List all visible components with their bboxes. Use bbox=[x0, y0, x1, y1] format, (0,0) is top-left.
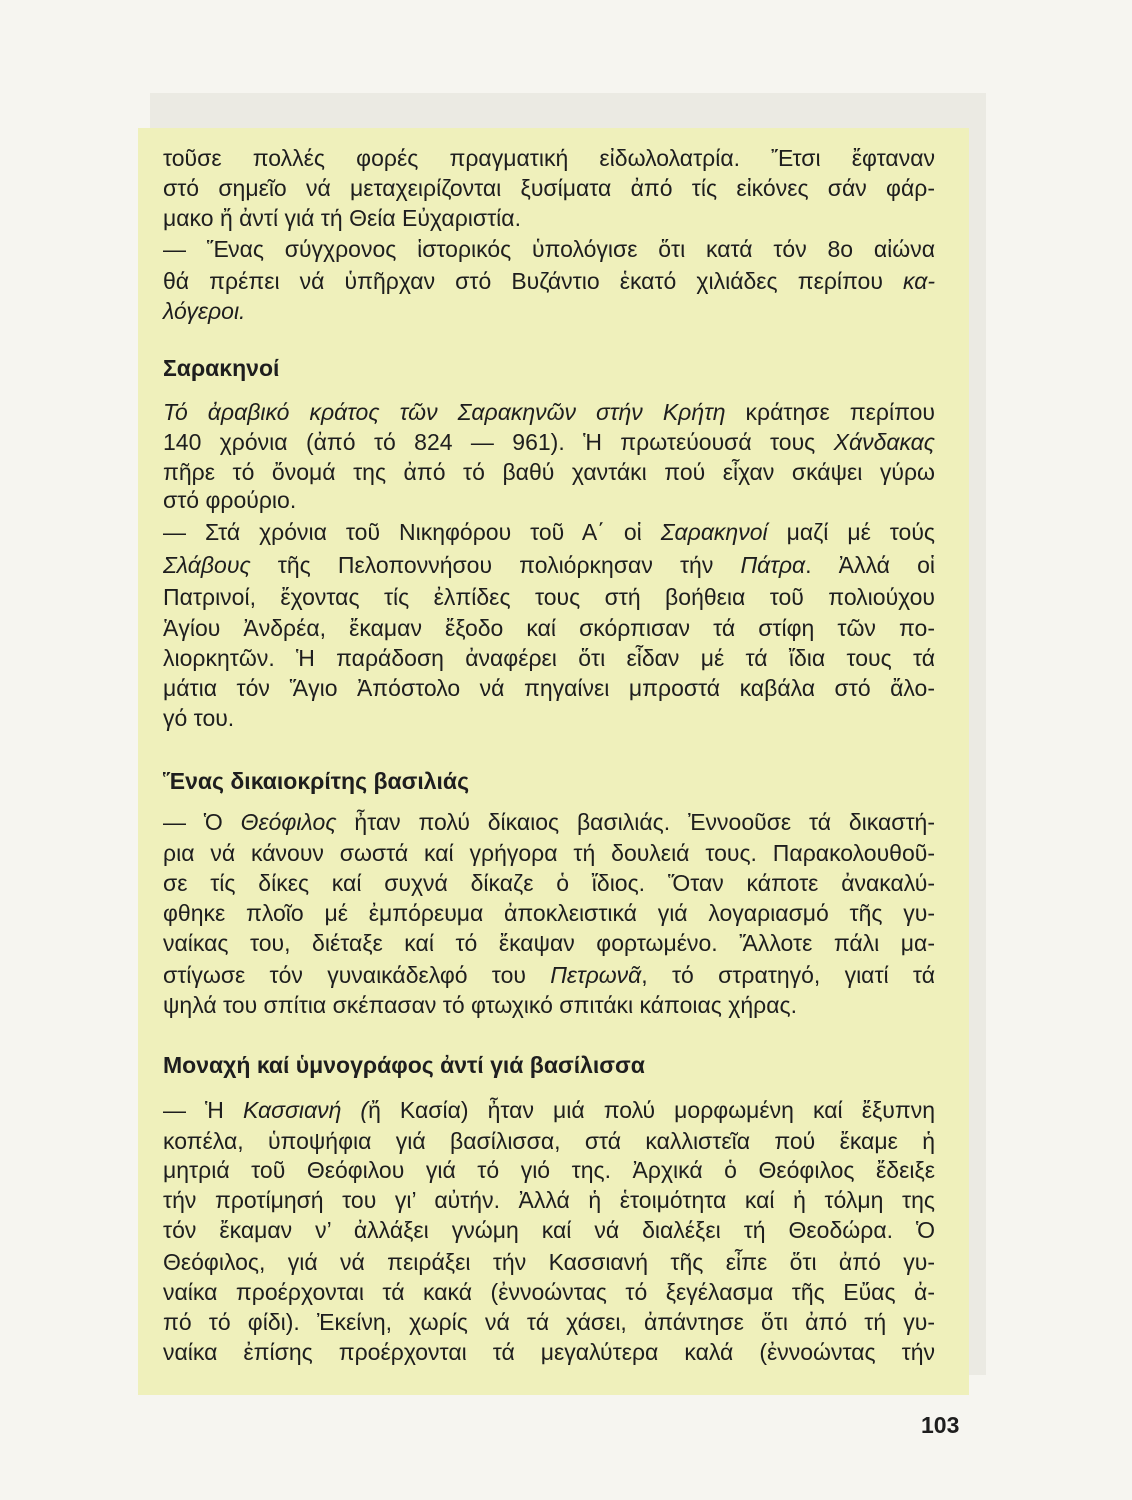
text-line bbox=[163, 960, 935, 990]
text-line bbox=[163, 457, 935, 487]
italic-term: Σλάβους bbox=[163, 552, 251, 578]
text-line bbox=[163, 1337, 935, 1367]
text-line bbox=[163, 266, 935, 296]
text-line bbox=[163, 517, 935, 547]
text-line bbox=[163, 928, 935, 958]
text-line bbox=[163, 296, 935, 326]
italic-term: Κασσιανή ( bbox=[242, 1097, 369, 1123]
text-line bbox=[163, 1215, 935, 1245]
text-line bbox=[163, 1155, 935, 1185]
text-line bbox=[163, 898, 935, 928]
text-segment: , τό στρατηγό, γιατί τά bbox=[641, 962, 935, 988]
text-segment: 140 χρόνια (ἀπό τό 824 — 961). Ἡ πρωτεύουσά τους bbox=[163, 429, 834, 455]
text-segment: τήν προτίμησή του γι’ αὐτήν. Ἀλλά ἡ ἑτοιμότητα καί ἡ τόλμη της bbox=[163, 1187, 935, 1213]
text-segment: τόν ἔκαμαν ν’ ἀλλάξει γνώμη καί νά διαλέξει τή Θεοδώρα. Ὁ bbox=[163, 1217, 935, 1243]
text-segment: κράτησε περίπου bbox=[725, 399, 935, 425]
section-heading: Μοναχή καί ὑμνογράφος ἀντί γιά βασίλισσα bbox=[163, 1052, 645, 1078]
text-segment: μαζί μέ τούς bbox=[767, 519, 935, 545]
text-line bbox=[163, 1277, 935, 1307]
text-segment: κοπέλα, ὑποψήφια γιά βασίλισσα, στά καλλιστεῖα πού ἔκαμε ἡ bbox=[163, 1128, 935, 1154]
text-segment: ναίκα προέρχονται τά κακά (ἐννοώντας τό ξεγέλασμα τῆς Εὔας ἀ- bbox=[163, 1279, 935, 1305]
text-line bbox=[163, 485, 935, 515]
text-segment: στίγωσε τόν γυναικάδελφό του bbox=[163, 962, 551, 988]
text-line bbox=[163, 643, 935, 673]
text-segment: — Ἕνας σύγχρονος ἱστορικός ὑπολόγισε ὅτι κατά τόν 8ο αἰώνα bbox=[163, 236, 935, 262]
text-line bbox=[163, 613, 935, 643]
text-line bbox=[163, 838, 935, 868]
text-segment: — Στά χρόνια τοῦ Νικηφόρου τοῦ Α΄ οἱ bbox=[163, 519, 661, 545]
text-segment: γό του. bbox=[163, 705, 235, 731]
text-segment: ἤ Κασία) ἦταν μιά πολύ μορφωμένη καί ἔξυπνη bbox=[368, 1097, 935, 1123]
text-segment: ρια νά κάνουν σωστά καί γρήγορα τή δουλειά τους. Παρακολουθοῦ- bbox=[163, 840, 935, 866]
text-line bbox=[163, 203, 935, 233]
italic-term: Πάτρα bbox=[740, 552, 806, 578]
text-segment: μακο ἤ ἀντί γιά τή Θεία Εὐχαριστία. bbox=[163, 205, 521, 231]
text-segment: τοῦσε πολλές φορές πραγματική εἰδωλολατρία. Ἔτσι ἔφταναν bbox=[163, 145, 935, 171]
section-heading: Σαρακηνοί bbox=[163, 355, 280, 381]
text-segment: στό σημεῖο νά μεταχειρίζονται ξυσίματα ἀπό τίς εἰκόνες σάν φάρ- bbox=[163, 175, 935, 201]
text-line bbox=[163, 397, 935, 427]
text-segment: τῆς Πελοποννήσου πολιόρκησαν τήν bbox=[250, 552, 741, 578]
text-line bbox=[163, 807, 935, 837]
text-segment: μητριά τοῦ Θεόφιλου γιά τό γιό της. Ἀρχικά ὁ Θεόφιλος ἔδειξε bbox=[163, 1157, 935, 1183]
text-line bbox=[163, 1095, 935, 1125]
text-segment: μάτια τόν Ἅγιο Ἀπόστολο νά πηγαίνει μπροστά καβάλα στό ἄλο- bbox=[163, 675, 935, 701]
text-segment: πό τό φίδι). Ἐκείνη, χωρίς νά τά χάσει, ἀπάντησε ὅτι ἀπό τή γυ- bbox=[163, 1309, 935, 1335]
italic-term: Χάνδακας bbox=[833, 429, 935, 455]
italic-term: Πετρωνᾶ bbox=[550, 962, 642, 988]
italic-term: Τό ἀραβικό κράτος τῶν Σαρακηνῶν στήν Κρήτη bbox=[163, 399, 726, 425]
text-segment: . Ἀλλά οἱ bbox=[805, 552, 935, 578]
page-number: 103 bbox=[921, 1412, 960, 1438]
text-segment: ψηλά του σπίτια σκέπασαν τό φτωχικό σπιτάκι κάποιας χήρας. bbox=[163, 992, 797, 1018]
text-segment: στό φρούριο. bbox=[163, 487, 297, 513]
text-segment: λιορκητῶν. Ἡ παράδοση ἀναφέρει ὅτι εἶδαν μέ τά ἴδια τους τά bbox=[163, 645, 935, 671]
text-segment: ναίκα ἐπίσης προέρχονται τά μεγαλύτερα καλά (ἐννοώντας τήν bbox=[163, 1339, 935, 1365]
text-segment: θά πρέπει νά ὑπῆρχαν στό Βυζάντιο ἑκατό χιλιάδες περίπου bbox=[163, 268, 903, 294]
italic-term: κα- bbox=[903, 268, 935, 294]
text-line bbox=[163, 673, 935, 703]
text-line bbox=[163, 1185, 935, 1215]
text-segment: σε τίς δίκες καί συχνά δίκαζε ὁ ἴδιος. Ὅταν κάποτε ἀνακαλύ- bbox=[163, 870, 935, 896]
text-line bbox=[163, 550, 935, 580]
italic-term: Θεόφιλος bbox=[240, 809, 337, 835]
text-line bbox=[163, 427, 935, 457]
text-segment: φθηκε πλοῖο μέ ἐμπόρευμα ἀποκλειστικά γιά λογαριασμό τῆς γυ- bbox=[163, 900, 935, 926]
text-line bbox=[163, 1307, 935, 1337]
text-line bbox=[163, 582, 935, 612]
text-segment: Θεόφιλος, γιά νά πειράξει τήν Κασσιανή τῆς εἶπε ὅτι ἀπό γυ- bbox=[163, 1249, 935, 1275]
italic-term: λόγεροι. bbox=[163, 298, 246, 324]
text-line bbox=[163, 990, 935, 1020]
text-segment: — Ὁ bbox=[163, 809, 241, 835]
italic-term: Σαρακηνοί bbox=[660, 519, 768, 545]
text-segment: πῆρε τό ὄνομά της ἀπό τό βαθύ χαντάκι πού εἶχαν σκάψει γύρω bbox=[163, 459, 935, 485]
text-line bbox=[163, 173, 935, 203]
text-segment: Ἁγίου Ἀνδρέα, ἔκαμαν ἔξοδο καί σκόρπισαν τά στίφη τῶν πο- bbox=[163, 615, 935, 641]
text-line bbox=[163, 1126, 935, 1156]
text-line bbox=[163, 234, 935, 264]
text-line bbox=[163, 703, 935, 733]
text-line bbox=[163, 143, 935, 173]
text-line bbox=[163, 868, 935, 898]
text-segment: ναίκας του, διέταξε καί τό ἔκαψαν φορτωμένο. Ἄλλοτε πάλι μα- bbox=[163, 930, 935, 956]
text-segment: — Ἡ bbox=[163, 1097, 243, 1123]
section-heading: Ἕνας δικαιοκρίτης βασιλιάς bbox=[163, 768, 470, 794]
text-line bbox=[163, 1247, 935, 1277]
text-segment: Πατρινοί, ἔχοντας τίς ἐλπίδες τους στή βοήθεια τοῦ πολιούχου bbox=[163, 584, 935, 610]
text-segment: ἦταν πολύ δίκαιος βασιλιάς. Ἐννοοῦσε τά δικαστή- bbox=[336, 809, 936, 835]
